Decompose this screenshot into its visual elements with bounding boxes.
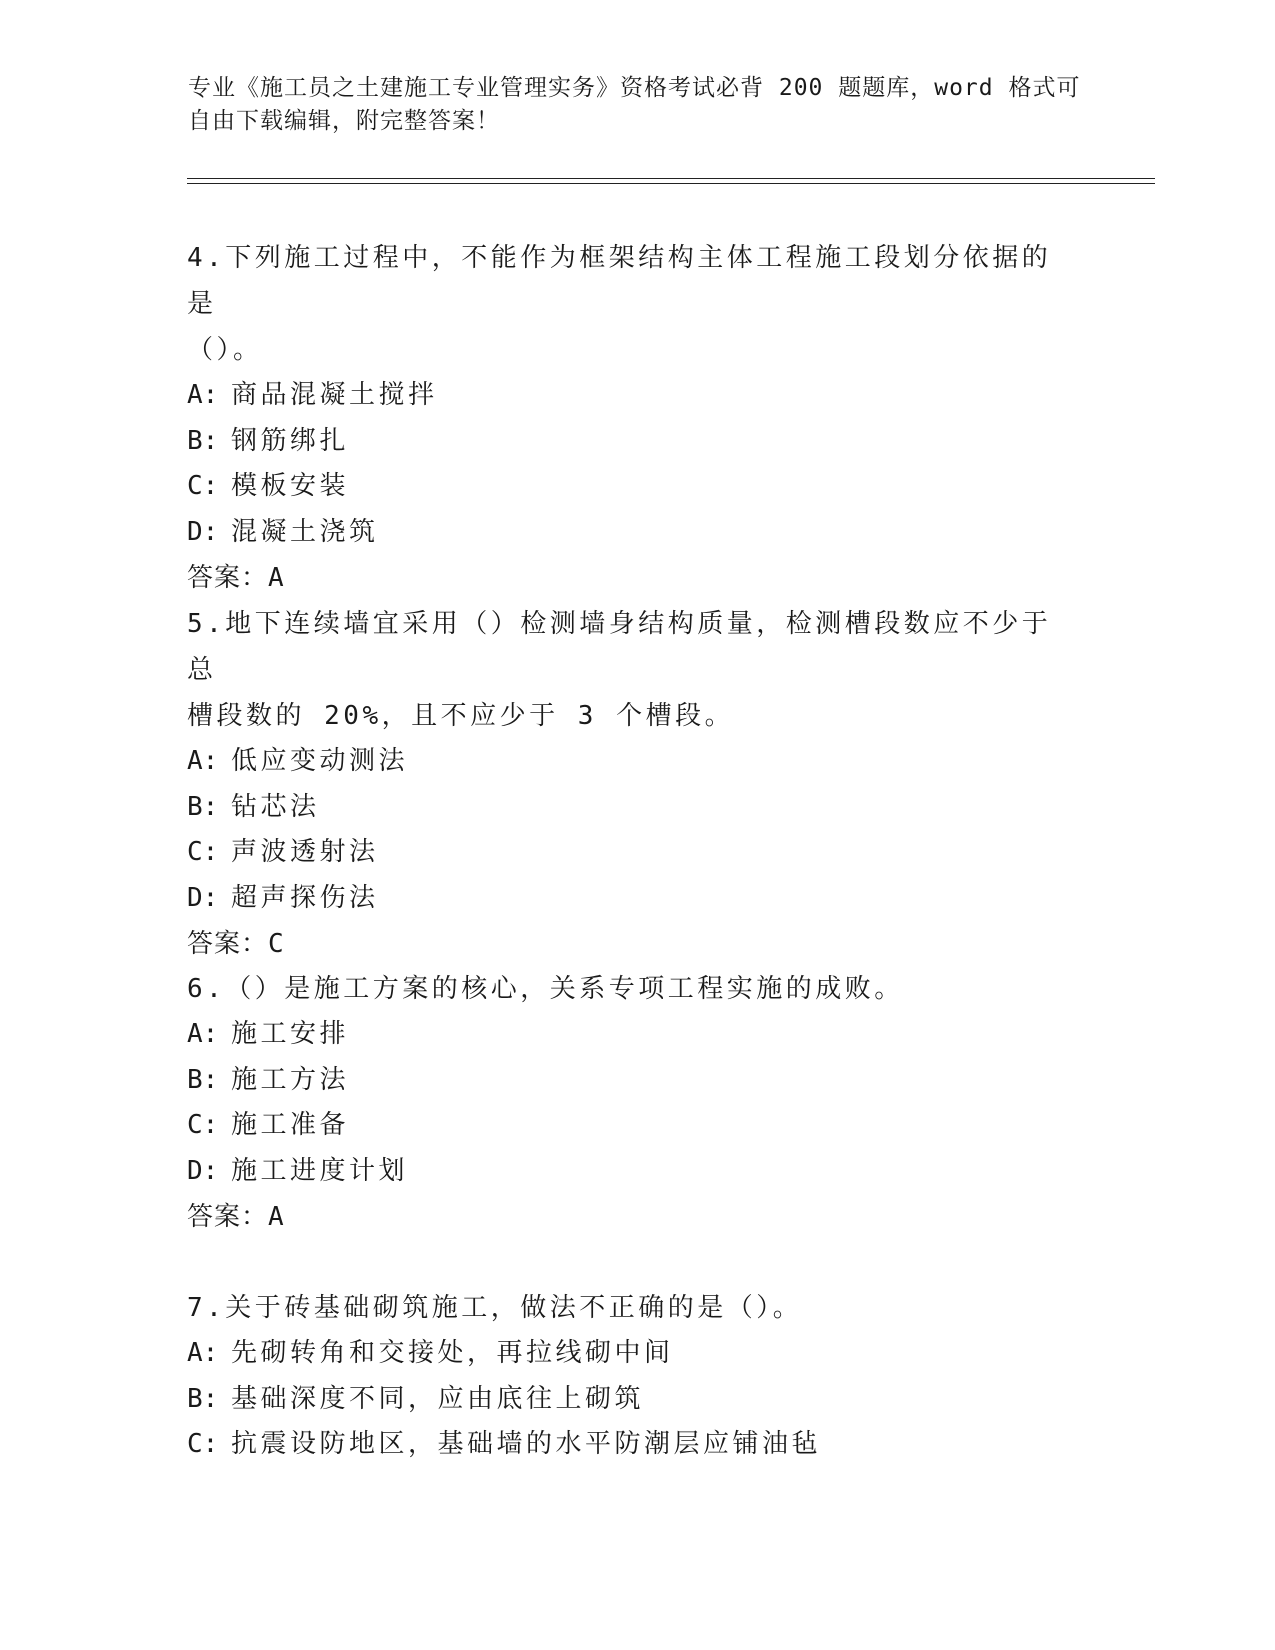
question-7 xyxy=(187,1285,1067,1468)
option-b xyxy=(187,785,1067,831)
option-text: 低应变动测法 xyxy=(231,746,409,776)
option-text: 钻芯法 xyxy=(231,791,320,822)
option-b xyxy=(187,1377,1067,1423)
answer-value: C xyxy=(268,929,285,959)
answer-line xyxy=(187,555,1067,601)
option-text: 基础深度不同，应由底往上砌筑 xyxy=(231,1383,645,1414)
option-letter: C: xyxy=(187,1429,219,1459)
question-stem-line: 槽段数的 20%，且不应少于 3 个槽段。 xyxy=(187,701,735,731)
option-a xyxy=(187,1331,1067,1377)
header-line-1: 专业《施工员之土建施工专业管理实务》资格考试必背 200 题题库，word 格式可 xyxy=(188,75,1081,101)
question-4 xyxy=(187,235,1067,601)
option-text: 声波透射法 xyxy=(231,837,379,867)
option-letter: A: xyxy=(187,746,219,776)
option-text: 钢筋绑扎 xyxy=(231,425,350,456)
option-c xyxy=(187,1103,1067,1149)
option-b xyxy=(187,419,1067,465)
option-a xyxy=(187,373,1067,419)
option-letter: B: xyxy=(187,425,219,456)
option-text: 施工进度计划 xyxy=(231,1155,409,1186)
question-6 xyxy=(187,966,1067,1240)
answer-line xyxy=(187,1194,1067,1240)
option-text: 抗震设防地区，基础墙的水平防潮层应铺油毡 xyxy=(231,1429,822,1459)
document-header xyxy=(188,72,1088,138)
question-stem-line: （）。 xyxy=(187,335,263,365)
option-text: 施工方法 xyxy=(231,1064,350,1095)
option-letter: C: xyxy=(187,1110,219,1140)
option-letter: B: xyxy=(187,1064,219,1095)
question-stem-line: 4.下列施工过程中，不能作为框架结构主体工程施工段划分依据的是 xyxy=(187,243,1052,319)
answer-label: 答案： xyxy=(187,1202,269,1232)
question-5 xyxy=(187,601,1067,967)
question-stem-line: 7.关于砖基础砌筑施工，做法不正确的是（）。 xyxy=(187,1293,803,1323)
header-divider-bottom xyxy=(187,183,1155,184)
option-a xyxy=(187,739,1067,785)
option-letter: B: xyxy=(187,791,219,822)
answer-label: 答案： xyxy=(187,563,269,593)
header-line-2: 自由下载编辑，附完整答案！ xyxy=(188,108,500,134)
answer-label: 答案： xyxy=(187,929,269,959)
option-letter: D: xyxy=(187,516,219,547)
option-text: 施工准备 xyxy=(231,1110,350,1140)
option-letter: A: xyxy=(187,1338,219,1368)
option-letter: C: xyxy=(187,471,219,501)
question-stem-line: 5.地下连续墙宜采用（）检测墙身结构质量，检测槽段数应不少于总 xyxy=(187,609,1052,685)
option-c xyxy=(187,464,1067,510)
option-letter: A: xyxy=(187,380,219,410)
option-c xyxy=(187,830,1067,876)
answer-line xyxy=(187,921,1067,967)
option-text: 混凝土浇筑 xyxy=(231,516,379,547)
option-text: 施工安排 xyxy=(231,1019,350,1049)
option-text: 模板安装 xyxy=(231,471,350,501)
option-d xyxy=(187,876,1067,922)
option-letter: D: xyxy=(187,1155,219,1186)
option-letter: A: xyxy=(187,1019,219,1049)
option-letter: D: xyxy=(187,882,219,913)
option-text: 先砌转角和交接处，再拉线砌中间 xyxy=(231,1338,674,1368)
option-letter: C: xyxy=(187,837,219,867)
question-stem-line: 6.（）是施工方案的核心，关系专项工程实施的成败。 xyxy=(187,974,904,1004)
option-d xyxy=(187,510,1067,556)
option-c xyxy=(187,1422,1067,1468)
option-text: 超声探伤法 xyxy=(231,882,379,913)
option-text: 商品混凝土搅拌 xyxy=(231,380,438,410)
option-a xyxy=(187,1012,1067,1058)
option-b xyxy=(187,1058,1067,1104)
answer-value: A xyxy=(268,563,285,593)
option-letter: B: xyxy=(187,1383,219,1414)
header-divider-top xyxy=(187,178,1155,179)
option-d xyxy=(187,1149,1067,1195)
answer-value: A xyxy=(268,1202,285,1232)
